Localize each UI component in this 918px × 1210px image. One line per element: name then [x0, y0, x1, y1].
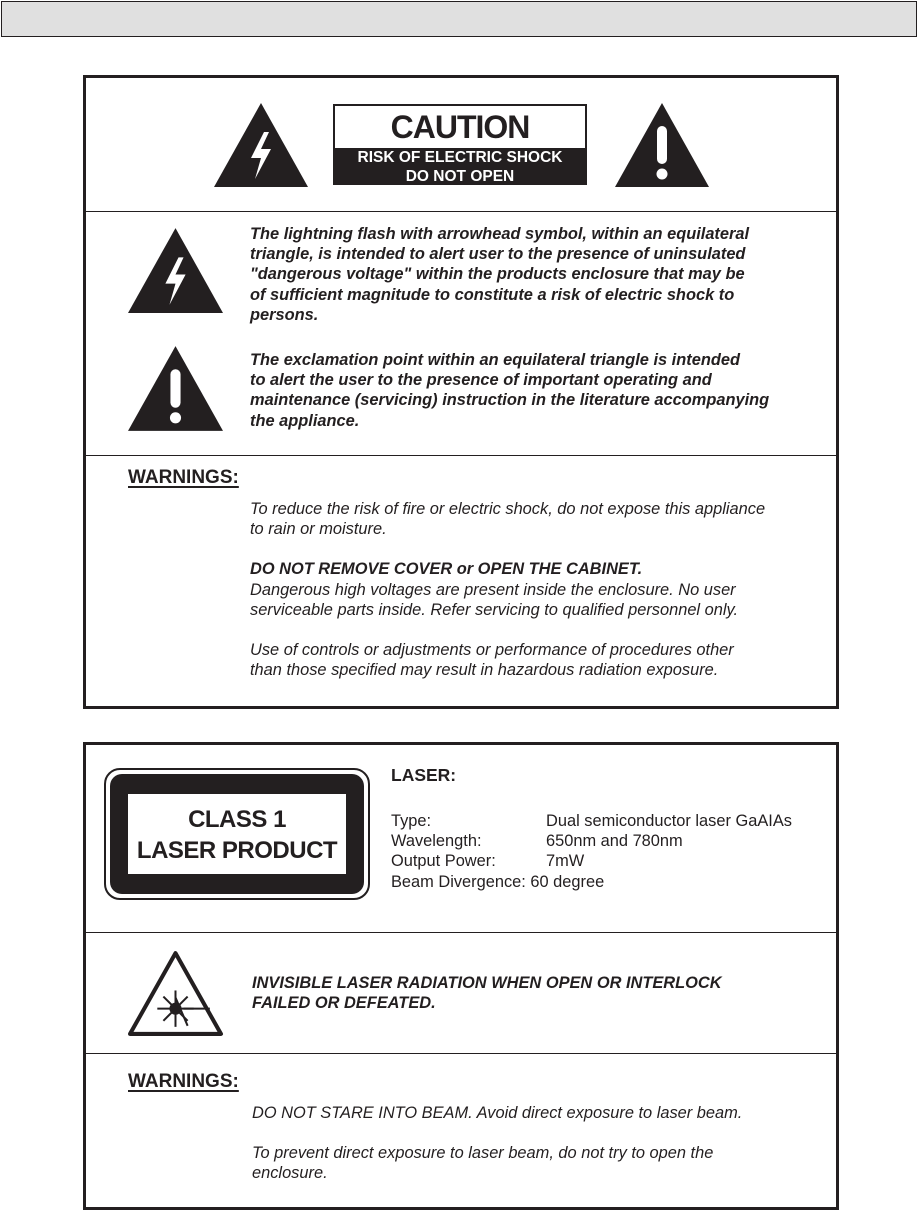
divider: [86, 932, 836, 933]
laser-panel: [83, 742, 839, 1210]
warnings-heading: WARNINGS:: [128, 467, 239, 488]
header-bar: [1, 1, 917, 37]
laser-label-line-2: LASER PRODUCT: [136, 837, 338, 864]
spec-row: [391, 831, 792, 851]
text-line: The lightning flash with arrowhead symbol, within an equilateral: [250, 225, 750, 243]
laser-radiation-icon: [127, 950, 224, 1037]
caution-sign: [333, 104, 587, 185]
spec-value: Dual semiconductor laser GaAIAs: [546, 812, 792, 830]
spec-value: 650nm and 780nm: [546, 832, 683, 851]
divider: [86, 455, 836, 456]
text-line: than those specified may result in hazardous radiation exposure.: [250, 661, 719, 680]
exclamation-warning-icon: [614, 102, 710, 188]
caution-line-2: DO NOT OPEN: [405, 168, 515, 185]
text-line: DO NOT STARE INTO BEAM. Avoid direct exposure to laser beam.: [252, 1104, 743, 1122]
text-line: triangle, is intended to alert user to the presence of uninsulated: [250, 245, 746, 264]
caution-line-1: RISK OF ELECTRIC SHOCK: [357, 149, 563, 166]
spec-row: [391, 811, 792, 831]
text-line: FAILED OR DEFEATED.: [252, 994, 436, 1013]
text-line: maintenance (servicing) instruction in the literature accompanying: [250, 391, 770, 410]
divider: [86, 1053, 836, 1054]
text-line: of sufficient magnitude to constitute a risk of electric shock to: [250, 285, 735, 304]
caution-title: CAUTION: [335, 106, 585, 148]
laser-heading: LASER:: [391, 765, 457, 785]
text-line: Use of controls or adjustments or performance of procedures other: [250, 641, 734, 660]
lightning-warning-icon: [213, 102, 309, 188]
exclamation-description: [250, 350, 769, 431]
text-line: to alert the user to the presence of important operating and: [250, 371, 712, 390]
text-line: the appliance.: [250, 411, 360, 430]
warnings-text: [250, 499, 765, 680]
spec-key: Output Power:: [391, 852, 496, 871]
warnings-heading-2: WARNINGS:: [128, 1071, 239, 1092]
divider: [86, 211, 836, 212]
text-line: serviceable parts inside. Refer servicing to qualified personnel only.: [250, 600, 739, 619]
laser-specs: [391, 811, 792, 892]
electric-shock-panel: [83, 75, 839, 709]
text-line: enclosure.: [252, 1164, 328, 1183]
spec-value: 7mW: [546, 852, 585, 871]
spec-key: Wavelength:: [391, 832, 482, 851]
invisible-laser-warning: [252, 973, 722, 1013]
text-line: persons.: [250, 305, 319, 324]
text-line: To prevent direct exposure to laser beam, do not try to open the: [252, 1144, 714, 1163]
do-not-remove-cover: DO NOT REMOVE COVER or OPEN THE CABINET.: [250, 560, 643, 579]
spec-key: Beam Divergence:: [391, 872, 526, 891]
laser-label-line-1: CLASS 1: [188, 806, 286, 833]
text-line: INVISIBLE LASER RADIATION WHEN OPEN OR INTERLOCK: [252, 974, 722, 992]
laser-warnings-text: [252, 1103, 742, 1184]
class-1-laser-label: [104, 768, 370, 900]
exclamation-icon: [127, 345, 224, 432]
text-line: The exclamation point within an equilateral triangle is intended: [250, 351, 740, 369]
text-line: "dangerous voltage" within the products enclosure that may be: [250, 265, 745, 284]
text-line: to rain or moisture.: [250, 520, 387, 539]
lightning-icon: [127, 227, 224, 314]
spec-row: [391, 851, 792, 871]
text-line: Dangerous high voltages are present inside the enclosure. No user: [250, 580, 736, 599]
text-line: To reduce the risk of fire or electric shock, do not expose this appliance: [250, 500, 766, 518]
spec-value: 60 degree: [525, 872, 605, 891]
spec-row: [391, 872, 792, 892]
lightning-description: [250, 224, 749, 325]
spec-key: Type:: [391, 812, 432, 830]
